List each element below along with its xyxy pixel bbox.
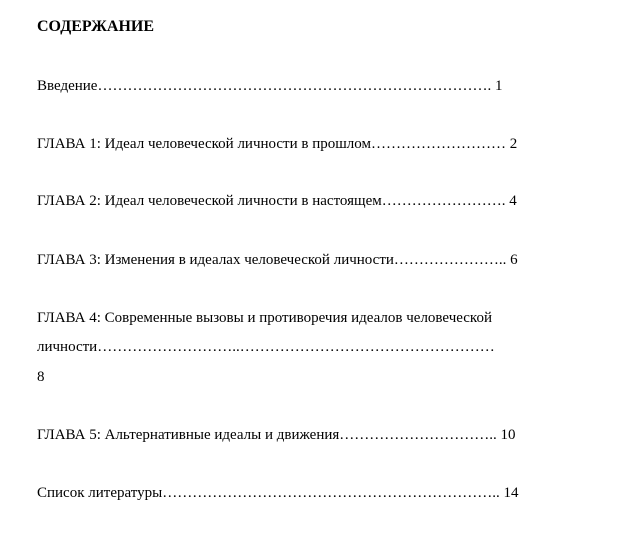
toc-entry-chapter-3 (37, 250, 518, 270)
toc-entry-leader: ………………………..…………………………………………… (97, 339, 495, 355)
toc-entry-chapter-4-page-line (37, 367, 45, 387)
toc-entry-chapter-2 (37, 191, 517, 211)
toc-entry-page: 1 (494, 78, 503, 94)
toc-entry-chapter-1 (37, 134, 517, 154)
toc-entry-text: ГЛАВА 5: Альтернативные идеалы и движения (37, 427, 340, 443)
toc-entry-text: Список литературы (37, 485, 163, 501)
toc-entry-chapter-5 (37, 425, 516, 445)
toc-entry-text: личности (37, 339, 98, 355)
toc-entry-page: 8 (37, 369, 45, 385)
toc-entry-leader: ………………….. (393, 252, 507, 268)
toc-entry-text: ГЛАВА 3: Изменения в идеалах человеческой личности (37, 252, 394, 268)
toc-entry-page: 10 (500, 427, 516, 443)
toc-entry-leader: ………………………….. (339, 427, 497, 443)
toc-entry-leader: ……………………………………………………………………. (97, 78, 492, 94)
toc-entry-bibliography (37, 483, 518, 503)
toc-entry-chapter-4-line-2 (37, 337, 495, 357)
toc-entry-text: ГЛАВА 1: Идеал человеческой личности в прошлом (37, 136, 371, 152)
toc-entry-leader: ………………………………………………………….. (162, 485, 500, 501)
toc-entry-text: ГЛАВА 4: Современные вызовы и противоречия идеалов человеческой (37, 310, 492, 326)
toc-entry-page: 6 (510, 252, 518, 268)
toc-entry-text: ГЛАВА 2: Идеал человеческой личности в настоящем (37, 193, 382, 209)
toc-title: СОДЕРЖАНИЕ (37, 18, 155, 35)
toc-entry-leader: ……………………. (381, 193, 506, 209)
toc-entry-introduction (37, 76, 502, 96)
toc-entry-leader: ……………………… (371, 136, 506, 152)
toc-entry-text: Введение (37, 78, 98, 94)
toc-entry-page: 2 (509, 136, 518, 152)
toc-entry-chapter-4-line-1 (37, 308, 492, 328)
toc-entry-page: 14 (503, 485, 519, 501)
toc-entry-page: 4 (509, 193, 517, 209)
